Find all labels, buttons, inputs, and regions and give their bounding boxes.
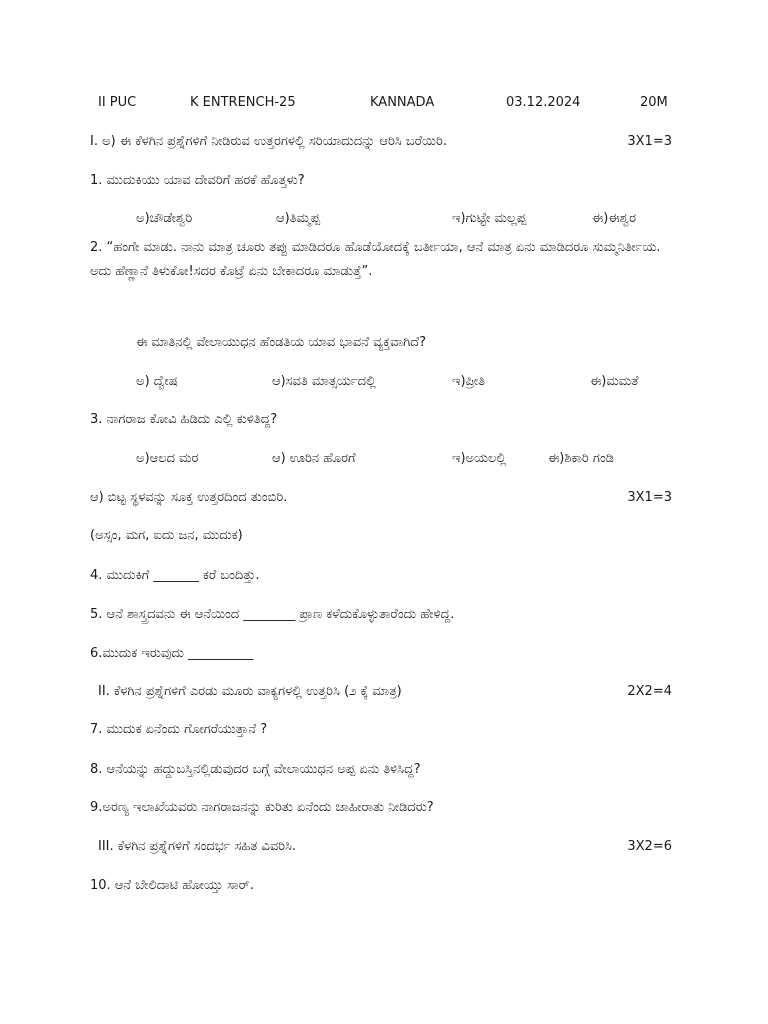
q2-option-b: ಆ)ಸವತಿ ಮಾತ್ಸರ್ಯದಲ್ಲಿ bbox=[272, 374, 376, 389]
section1b-marks: 3X1=3 bbox=[627, 490, 672, 505]
q3-option-c: ಇ)ಅಯಲಲ್ಲಿ bbox=[452, 451, 507, 466]
q1-option-a: ಅ)ಚೌಡೇಶ್ವರಿ bbox=[136, 211, 193, 226]
exam-date: 03.12.2024 bbox=[506, 95, 581, 110]
question-1: 1. ಮುದುಕಿಯು ಯಾವ ದೇವರಿಗೆ ಹರಕೆ ಹೊತ್ತಳು? bbox=[90, 173, 305, 188]
q1-option-b: ಆ)ತಿಮ್ಮಪ್ಪ bbox=[276, 211, 321, 226]
section1-marks: 3X1=3 bbox=[627, 134, 672, 149]
max-marks: 20M bbox=[640, 95, 668, 110]
question-5: 5. ಆನೆ ಶಾಸ್ತ್ರದವನು ಈ ಆನೆಯಿಂದ ________ ಪ್ರಾಣ ಕಳೆದುಕೊಳ್ಳುತಾರೆಂದು ಹೇಳಿದ್ದ. bbox=[90, 607, 455, 622]
class-label: II PUC bbox=[98, 95, 137, 110]
q2-option-a: ಅ) ದ್ವೇಷ bbox=[136, 374, 178, 389]
question-10: 10. ಆನೆ ಬೇಲಿದಾಟಿ ಹೋಯ್ತು ಸಾರ್. bbox=[90, 878, 254, 893]
q3-option-d: ಈ)ಶಿಕಾರಿ ಗಂಡಿ bbox=[548, 451, 614, 466]
section1b-heading: ಆ) ಬಿಟ್ಟ ಸ್ಥಳವನ್ನು ಸೂಕ್ತ ಉತ್ತರದಿಂದ ತುಂಬಿರಿ. bbox=[90, 490, 288, 505]
section2-heading: II. ಕೆಳಗಿನ ಪ್ರಶ್ನೆಗಳಿಗೆ ಎರಡು ಮೂರು ವಾಕ್ಯಗಳಲ್ಲಿ ಉತ್ತರಿಸಿ (೨ ಕ್ಕೆ ಮಾತ್ರ) bbox=[98, 684, 402, 699]
q2-option-c: ಇ)ಪ್ರೀತಿ bbox=[452, 374, 486, 389]
subject-label: KANNADA bbox=[370, 95, 435, 110]
section2-marks: 2X2=4 bbox=[627, 684, 672, 699]
section1-heading: I. ಅ) ಈ ಕೆಳಗಿನ ಪ್ರಶ್ನೆಗಳಿಗೆ ನೀಡಿರುವ ಉತ್ತರಗಳಲ್ಲಿ ಸರಿಯಾದುದನ್ನು ಆರಿಸಿ ಬರೆಯಿರಿ. bbox=[90, 134, 448, 149]
word-bank: (ಅಸ್ಸಂ, ಮಗ, ಐದು ಜನ, ಮುದುಕ) bbox=[90, 528, 243, 543]
section3-marks: 3X2=6 bbox=[627, 839, 672, 854]
q2-option-d: ಈ)ಮಮತೆ bbox=[590, 374, 639, 389]
q1-option-c: ಇ)ಗುಟ್ಟೇ ಮಲ್ಲಪ್ಪ bbox=[452, 211, 527, 226]
question-8: 8. ಆನೆಯನ್ನು ಹದ್ದುಬಸ್ತಿನಲ್ಲಿಡುವುದರ ಬಗ್ಗೆ ವೇಲಾಯುಧನ ಅಪ್ಪ ಏನು ತಿಳಿಸಿದ್ದ? bbox=[90, 762, 421, 777]
q3-option-b: ಆ) ಊರಿನ ಹೊರಗೆ bbox=[272, 451, 356, 466]
question-3: 3. ನಾಗರಾಜ ಕೋವಿ ಹಿಡಿದು ಎಲ್ಲಿ ಕುಳಿತಿದ್ದ? bbox=[90, 412, 278, 427]
section3-heading: III. ಕೆಳಗಿನ ಪ್ರಶ್ನೆಗಳಿಗೆ ಸಂದರ್ಭ ಸಹಿತ ವಿವರಿಸಿ. bbox=[98, 839, 297, 854]
question-9: 9.ಅರಣ್ಯ ಇಲಾಖೆಯವರು ನಾಗರಾಜನನ್ನು ಕುರಿತು ಏನೆಂದು ಜಾಹೀರಾತು ನೀಡಿದರು? bbox=[90, 800, 434, 815]
question-2-sub: ಈ ಮಾತಿನಲ್ಲಿ ವೇಲಾಯುಧನ ಹೆಂಡತಿಯ ಯಾವ ಭಾವನೆ ವ್ಯಕ್ತವಾಗಿದೆ? bbox=[136, 335, 427, 350]
q1-option-d: ಈ)ಈಶ್ವರ bbox=[592, 211, 636, 226]
question-6: 6.ಮುದುಕ ಇರುವುದು __________ bbox=[90, 646, 254, 661]
q3-option-a: ಅ)ಆಲದ ಮರ bbox=[136, 451, 199, 466]
question-2: 2. “ಹಂಗೇ ಮಾಡು. ನಾನು ಮಾತ್ರ ಚೂರು ತಪ್ಪು ಮಾಡಿದರೂ ಹೊಡೆಯೋದಕ್ಕೆ ಬರ್ತೀಯಾ, ಆನೆ ಮಾತ್ರ ಏನು ಮಾಡಿದರೂ ಸುಮ್ಮನಿರ್ತೀಯ. ಅದು ಹೆಣ್ಣಾನೆ ತಿಳುಕೋ!ಸದರ ಕೊಟ್ರೆ ಏನು ಬೇಕಾದರೂ ಮಾಡುತ್ತೆ”. bbox=[90, 240, 661, 279]
question-7: 7. ಮುದುಕ ಏನೆಂದು ಗೋಗರೆಯುತ್ತಾನೆ ? bbox=[90, 722, 268, 737]
exam-name: K ENTRENCH-25 bbox=[190, 95, 296, 110]
question-4: 4. ಮುದುಕಿಗೆ _______ ಕರೆ ಬಂದಿತ್ತು. bbox=[90, 568, 260, 583]
